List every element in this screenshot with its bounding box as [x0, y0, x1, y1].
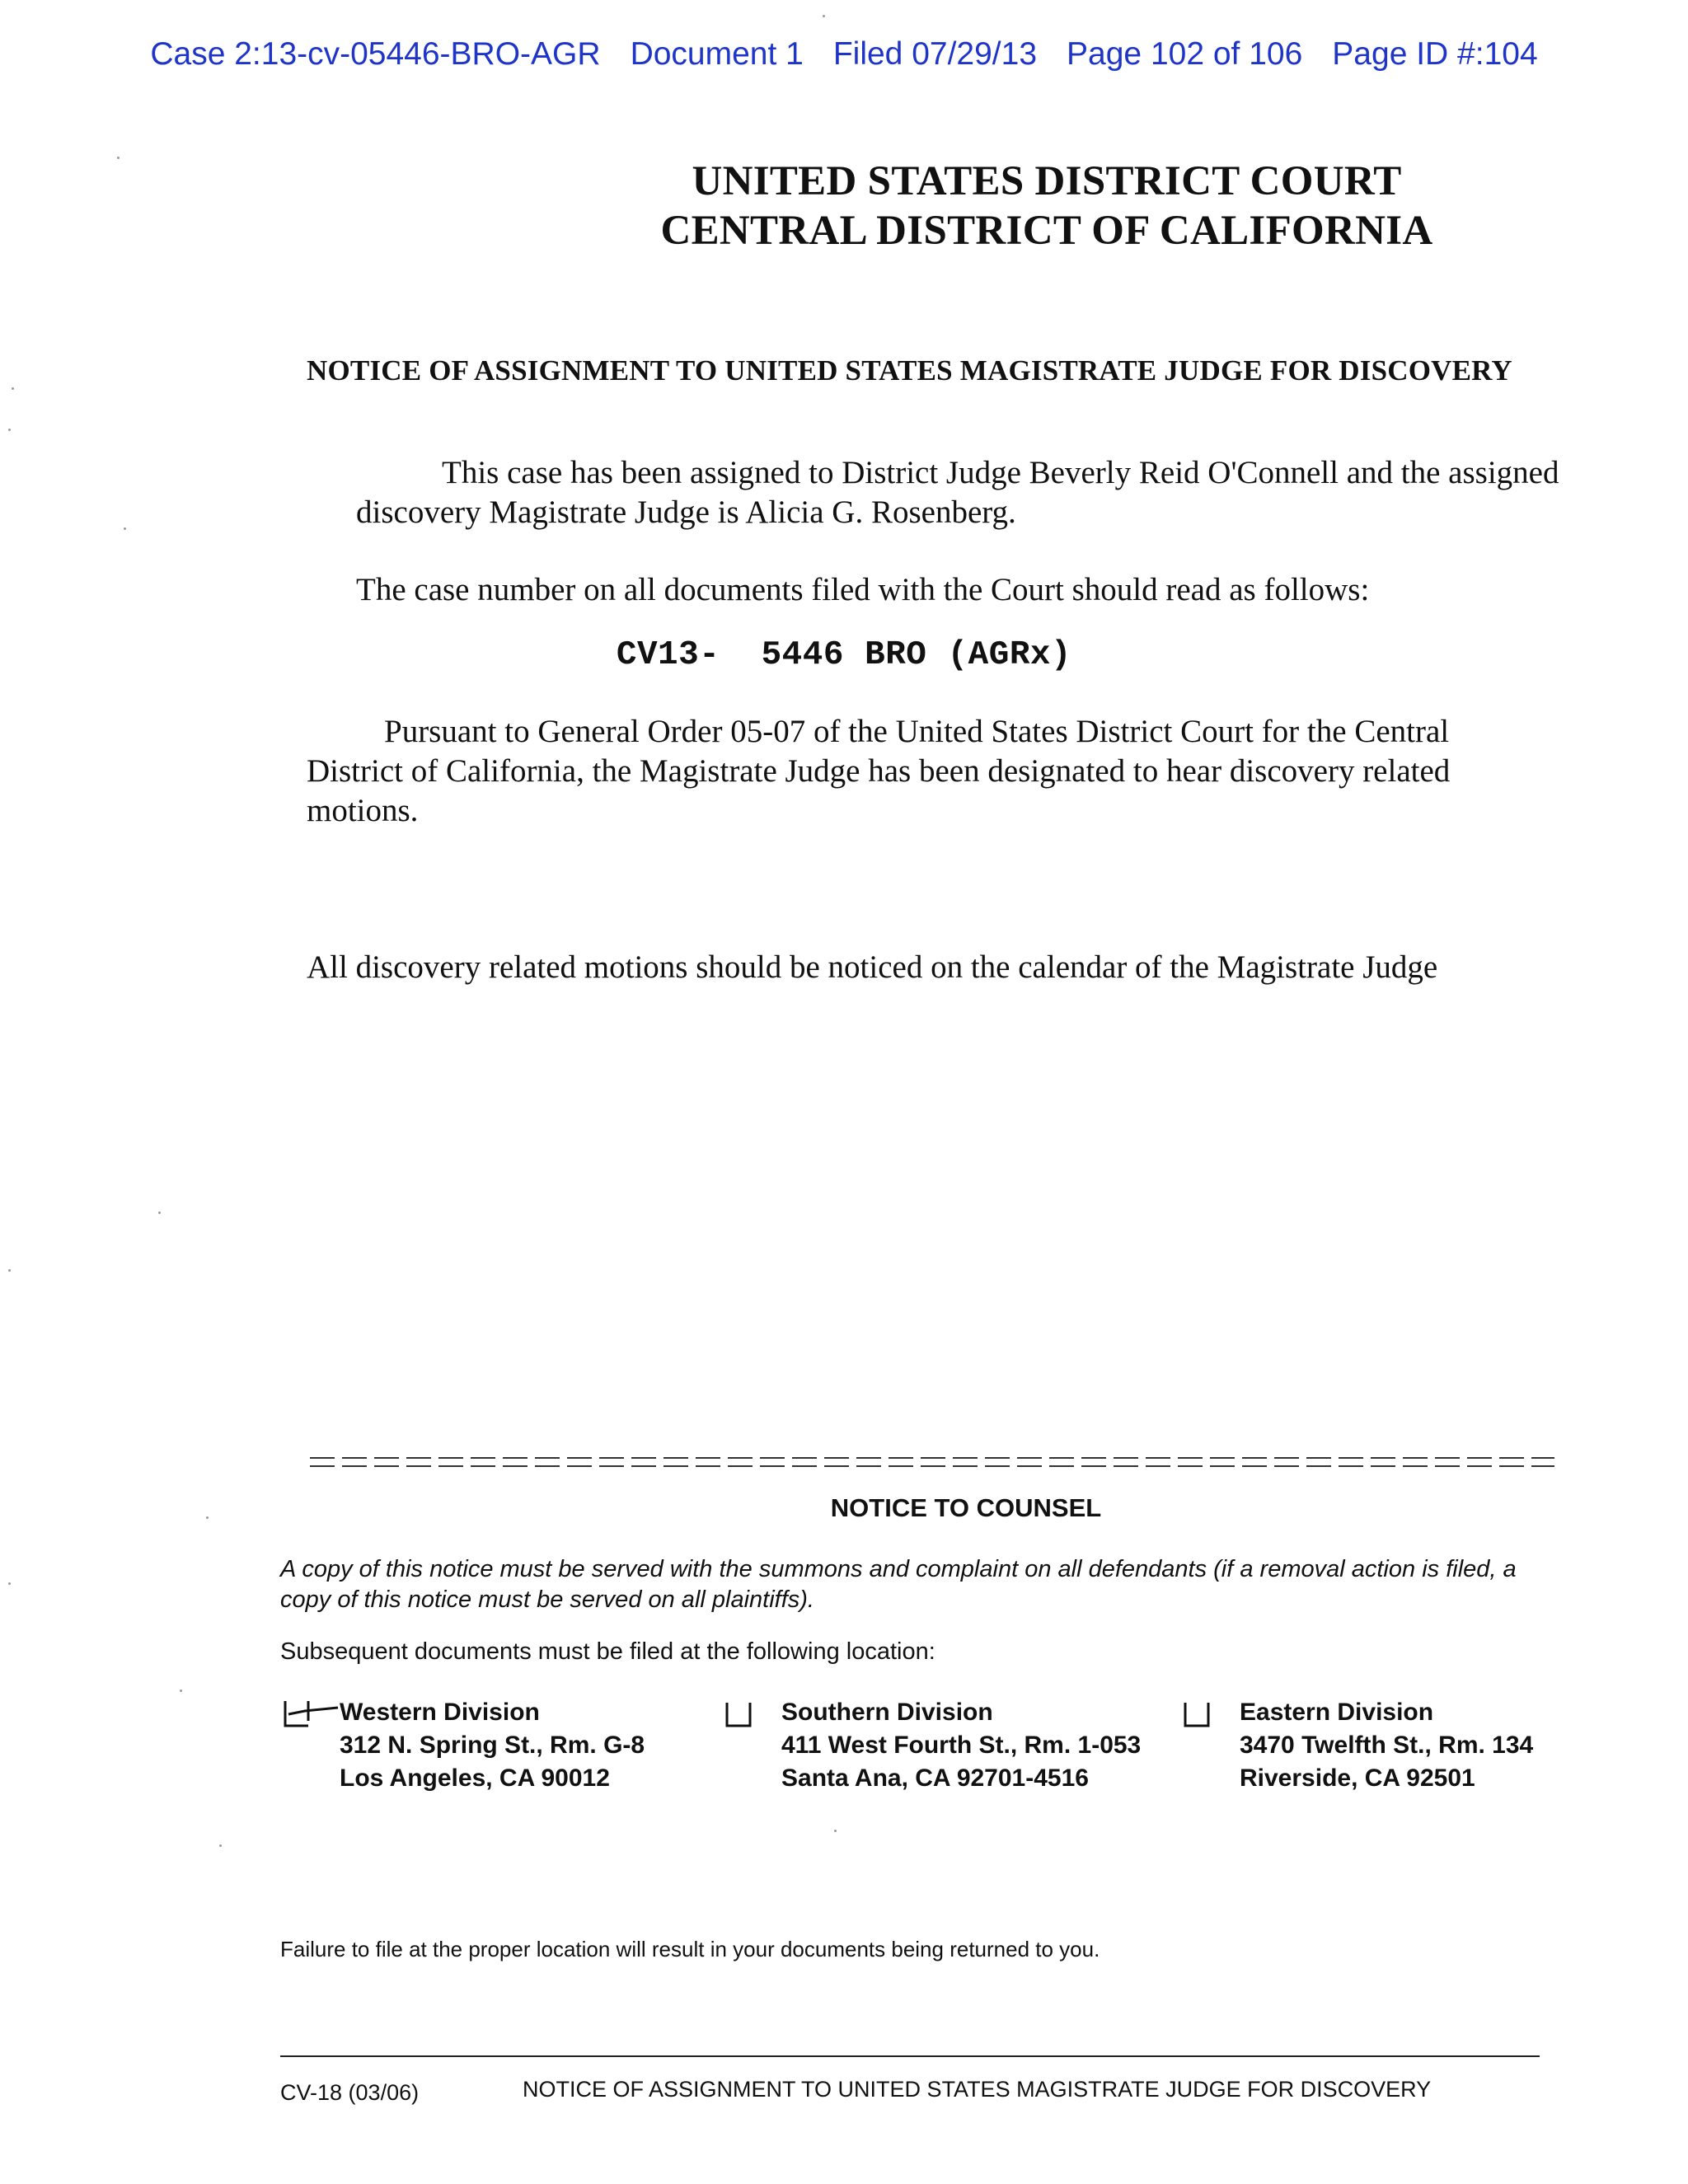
notice-to-counsel-heading: NOTICE TO COUNSEL: [830, 1493, 1102, 1522]
dashed-separator: [310, 1454, 1554, 1470]
unchecked-box-icon: [722, 1696, 788, 1729]
footer-rule: [280, 2055, 1540, 2057]
discovery-motions-paragraph: All discovery related motions should be noticed on the calendar of the Magistrate Judge: [307, 949, 1438, 985]
division-city: Riverside, CA 92501: [1240, 1765, 1475, 1792]
division-southern: [722, 1696, 1151, 1811]
scan-speck: [12, 387, 14, 390]
division-western: [280, 1696, 676, 1811]
scan-speck: [158, 1212, 161, 1214]
notice-heading: NOTICE OF ASSIGNMENT TO UNITED STATES MAGISTRATE JUDGE FOR DISCOVERY: [307, 354, 1512, 387]
header-page: Page 102 of 106: [1067, 36, 1303, 72]
header-case-number: Case 2:13-cv-05446-BRO-AGR: [150, 36, 601, 72]
division-street: 3470 Twelfth St., Rm. 134: [1240, 1732, 1534, 1759]
scan-speck: [219, 1844, 222, 1847]
scan-speck: [8, 1269, 11, 1272]
failure-warning: Failure to file at the proper location will result in your documents being returned to you.: [280, 1937, 1100, 1961]
unchecked-box-icon: [1180, 1696, 1246, 1729]
division-street: 312 N. Spring St., Rm. G-8: [340, 1732, 645, 1759]
division-street: 411 West Fourth St., Rm. 1-053: [781, 1732, 1142, 1759]
header-page-id: Page ID #:104: [1332, 36, 1538, 72]
division-name: Eastern Division: [1240, 1699, 1434, 1726]
court-title-line1: UNITED STATES DISTRICT COURT: [692, 158, 1402, 204]
division-city: Santa Ana, CA 92701-4516: [781, 1765, 1089, 1792]
division-name: Western Division: [340, 1699, 540, 1726]
court-title-line2: CENTRAL DISTRICT OF CALIFORNIA: [660, 208, 1433, 254]
assignment-paragraph: This case has been assigned to District Judge Beverly Reid O'Connell and the assigned discovery Magistrate Judge is Alicia G. Rosenberg.: [356, 455, 1559, 530]
scan-speck: [8, 1582, 11, 1585]
form-title: NOTICE OF ASSIGNMENT TO UNITED STATES MAGISTRATE JUDGE FOR DISCOVERY: [523, 2077, 1432, 2102]
division-eastern: [1180, 1696, 1576, 1811]
scan-speck: [834, 1830, 837, 1832]
filing-location-instruction: Subsequent documents must be filed at the following location:: [280, 1638, 935, 1665]
filing-header: [0, 36, 1688, 73]
form-code: CV-18 (03/06): [280, 2080, 420, 2105]
division-name: Southern Division: [781, 1699, 993, 1726]
case-number-instruction: The case number on all documents filed with the Court should read as follows:: [356, 572, 1370, 607]
service-instruction: A copy of this notice must be served with the summons and complaint on all defendants (if a removal action is filed, a copy of this notice must be served on all plaintiffs).: [280, 1556, 1517, 1613]
division-city: Los Angeles, CA 90012: [340, 1765, 610, 1792]
scan-speck: [180, 1690, 182, 1692]
scan-speck: [206, 1516, 209, 1519]
checked-box-icon: [280, 1696, 346, 1729]
header-filed-date: Filed 07/29/13: [832, 36, 1038, 72]
header-document: Document 1: [630, 36, 804, 72]
case-number: CV13- 5446 BRO (AGRx): [616, 636, 1072, 674]
scan-speck: [124, 527, 126, 530]
scan-speck: [8, 429, 11, 431]
scan-speck: [823, 15, 825, 17]
scan-speck: [117, 157, 120, 159]
general-order-paragraph: Pursuant to General Order 05-07 of the United States District Court for the Central District of California, the Magistrate Judge has been designated to hear discovery related motions.: [307, 714, 1451, 828]
